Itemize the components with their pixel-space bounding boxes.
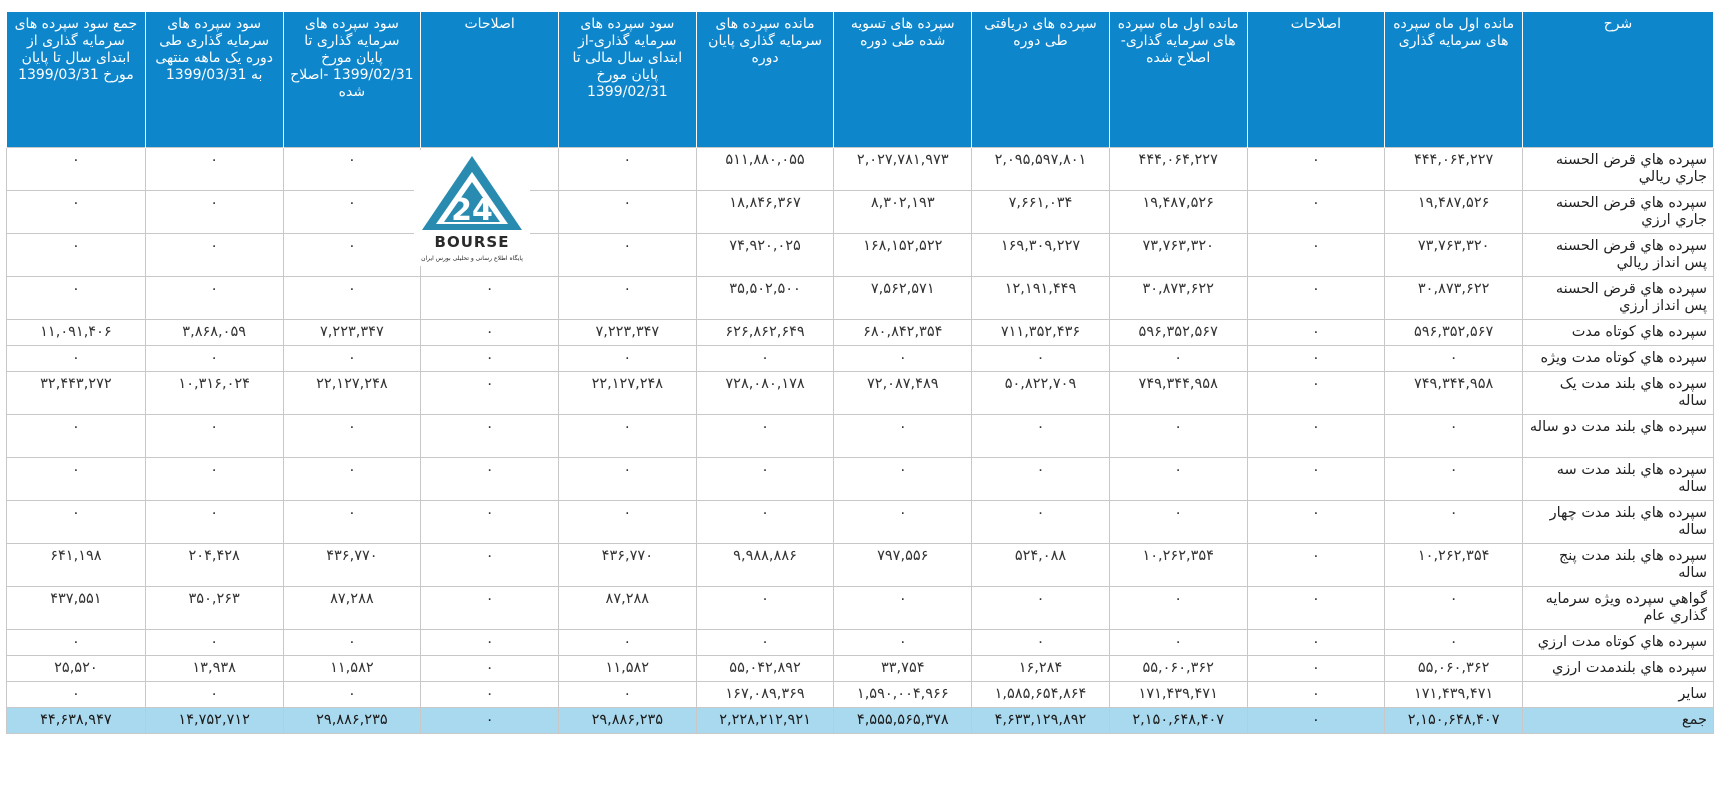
cell-profit-adjusted: ۰: [283, 233, 421, 276]
cell-opening-balance: ۰: [1385, 500, 1523, 543]
cell-closing-balance: ۵۵,۰۴۲,۸۹۲: [696, 655, 834, 681]
cell-profit-adjustments: ۰: [421, 457, 559, 500]
cell-deposits-settled: ۰: [834, 457, 972, 500]
cell-deposits-settled: ۰: [834, 414, 972, 457]
row-description: سپرده هاي قرض الحسنه پس انداز ارزي: [1523, 276, 1714, 319]
cell-profit-adjustments: ۰: [421, 586, 559, 629]
table-row: [7, 371, 1714, 414]
cell-profit-month: ۰: [145, 457, 283, 500]
cell-profit-month: ۳,۸۶۸,۰۵۹: [145, 319, 283, 345]
cell-opening-balance: ۱۹,۴۸۷,۵۲۶: [1385, 190, 1523, 233]
cell-closing-balance: ۱۶۷,۰۸۹,۳۶۹: [696, 681, 834, 707]
cell-opening-balance-adjusted: ۰: [1109, 345, 1247, 371]
table-row: [7, 500, 1714, 543]
cell-profit-month: ۰: [145, 147, 283, 190]
cell-adjustments: ۰: [1247, 707, 1385, 733]
row-description: گواهي سپرده ويژه سرمايه گذاري عام: [1523, 586, 1714, 629]
row-description: سپرده هاي کوتاه مدت ويژه: [1523, 345, 1714, 371]
cell-profit-month: ۰: [145, 233, 283, 276]
cell-opening-balance: ۰: [1385, 586, 1523, 629]
cell-profit-to-date: ۲۹,۸۸۶,۲۳۵: [558, 707, 696, 733]
cell-deposits-received: ۷۱۱,۳۵۲,۴۳۶: [972, 319, 1110, 345]
cell-opening-balance-adjusted: ۰: [1109, 414, 1247, 457]
cell-profit-total: ۱۱,۰۹۱,۴۰۶: [7, 319, 146, 345]
cell-adjustments: ۰: [1247, 233, 1385, 276]
cell-deposits-settled: ۲,۰۲۷,۷۸۱,۹۷۳: [834, 147, 972, 190]
bourse-logo: [414, 150, 530, 266]
cell-deposits-received: ۵۰,۸۲۲,۷۰۹: [972, 371, 1110, 414]
cell-profit-total: ۰: [7, 276, 146, 319]
table-row: [7, 147, 1714, 190]
cell-deposits-settled: ۸,۳۰۲,۱۹۳: [834, 190, 972, 233]
cell-profit-total: ۰: [7, 190, 146, 233]
header-deposits-received: سپرده های دریافتی طی دوره: [972, 12, 1110, 147]
header-profit-adjusted: سود سپرده های سرمایه گذاری تا پایان مورخ 1399/02/31 -اصلاح شده: [283, 12, 421, 147]
cell-closing-balance: ۹,۹۸۸,۸۸۶: [696, 543, 834, 586]
cell-deposits-received: ۷,۶۶۱,۰۳۴: [972, 190, 1110, 233]
cell-closing-balance: ۰: [696, 500, 834, 543]
cell-closing-balance: ۰: [696, 414, 834, 457]
header-adjustments: اصلاحات: [1247, 12, 1385, 147]
cell-deposits-settled: ۳۳,۷۵۴: [834, 655, 972, 681]
cell-opening-balance: ۴۴۴,۰۶۴,۲۲۷: [1385, 147, 1523, 190]
table-body: [7, 147, 1714, 733]
header-profit-adjustments: اصلاحات: [421, 12, 559, 147]
cell-profit-total: ۰: [7, 345, 146, 371]
row-description: سپرده هاي بلند مدت دو ساله: [1523, 414, 1714, 457]
cell-profit-total: ۰: [7, 233, 146, 276]
cell-profit-month: ۰: [145, 345, 283, 371]
cell-closing-balance: ۰: [696, 457, 834, 500]
logo-tagline-text: پایگاه اطلاع رسانی و تحلیلی بورس ایران: [421, 255, 523, 262]
cell-profit-adjustments: ۰: [421, 629, 559, 655]
cell-profit-to-date: ۰: [558, 414, 696, 457]
cell-deposits-received: ۲,۰۹۵,۵۹۷,۸۰۱: [972, 147, 1110, 190]
cell-profit-to-date: ۲۲,۱۲۷,۲۴۸: [558, 371, 696, 414]
cell-adjustments: ۰: [1247, 655, 1385, 681]
cell-profit-adjusted: ۰: [283, 345, 421, 371]
table-row: [7, 276, 1714, 319]
cell-closing-balance: ۶۲۶,۸۶۲,۶۴۹: [696, 319, 834, 345]
cell-opening-balance: ۱۰,۲۶۲,۳۵۴: [1385, 543, 1523, 586]
cell-profit-to-date: ۰: [558, 345, 696, 371]
cell-profit-month: ۰: [145, 276, 283, 319]
cell-profit-to-date: ۰: [558, 233, 696, 276]
cell-deposits-settled: ۱,۵۹۰,۰۰۴,۹۶۶: [834, 681, 972, 707]
cell-deposits-received: ۰: [972, 345, 1110, 371]
row-description: سپرده هاي کوتاه مدت ارزي: [1523, 629, 1714, 655]
cell-profit-to-date: ۰: [558, 681, 696, 707]
cell-profit-adjustments: ۰: [421, 319, 559, 345]
cell-opening-balance-adjusted: ۵۵,۰۶۰,۳۶۲: [1109, 655, 1247, 681]
logo-name-text: BOURSE: [434, 233, 510, 251]
cell-opening-balance-adjusted: ۱۹,۴۸۷,۵۲۶: [1109, 190, 1247, 233]
cell-profit-adjustments: ۰: [421, 500, 559, 543]
cell-profit-month: ۰: [145, 190, 283, 233]
cell-profit-adjusted: ۰: [283, 500, 421, 543]
cell-adjustments: ۰: [1247, 371, 1385, 414]
cell-profit-adjustments: ۰: [421, 543, 559, 586]
cell-profit-adjustments: ۰: [421, 276, 559, 319]
cell-deposits-received: ۴,۶۳۳,۱۲۹,۸۹۲: [972, 707, 1110, 733]
row-description: ساير: [1523, 681, 1714, 707]
cell-profit-adjustments: ۰: [421, 345, 559, 371]
cell-deposits-received: ۰: [972, 457, 1110, 500]
cell-profit-total: ۰: [7, 147, 146, 190]
cell-deposits-settled: ۰: [834, 500, 972, 543]
cell-deposits-settled: ۷۲,۰۸۷,۴۸۹: [834, 371, 972, 414]
cell-adjustments: ۰: [1247, 586, 1385, 629]
row-description: سپرده هاي کوتاه مدت: [1523, 319, 1714, 345]
cell-profit-to-date: ۴۳۶,۷۷۰: [558, 543, 696, 586]
table-row: [7, 345, 1714, 371]
cell-closing-balance: ۵۱۱,۸۸۰,۰۵۵: [696, 147, 834, 190]
row-description: سپرده هاي بلندمدت ارزي: [1523, 655, 1714, 681]
cell-opening-balance: ۰: [1385, 345, 1523, 371]
cell-opening-balance-adjusted: ۴۴۴,۰۶۴,۲۲۷: [1109, 147, 1247, 190]
row-description: سپرده هاي بلند مدت پنج ساله: [1523, 543, 1714, 586]
cell-opening-balance-adjusted: ۲,۱۵۰,۶۴۸,۴۰۷: [1109, 707, 1247, 733]
cell-closing-balance: ۷۴,۹۲۰,۰۲۵: [696, 233, 834, 276]
cell-opening-balance: ۰: [1385, 457, 1523, 500]
cell-profit-to-date: ۸۷,۲۸۸: [558, 586, 696, 629]
cell-profit-to-date: ۷,۲۲۳,۳۴۷: [558, 319, 696, 345]
row-description: سپرده هاي بلند مدت سه ساله: [1523, 457, 1714, 500]
cell-profit-adjusted: ۰: [283, 681, 421, 707]
cell-profit-month: ۰: [145, 414, 283, 457]
table-row: [7, 457, 1714, 500]
cell-profit-adjusted: ۱۱,۵۸۲: [283, 655, 421, 681]
cell-deposits-received: ۱۲,۱۹۱,۴۴۹: [972, 276, 1110, 319]
cell-opening-balance: ۰: [1385, 414, 1523, 457]
cell-adjustments: ۰: [1247, 500, 1385, 543]
header-opening-balance-adjusted: مانده اول ماه سپرده های سرمایه گذاری- اصلاح شده: [1109, 12, 1247, 147]
cell-adjustments: ۰: [1247, 319, 1385, 345]
cell-profit-total: ۶۴۱,۱۹۸: [7, 543, 146, 586]
cell-adjustments: ۰: [1247, 414, 1385, 457]
cell-profit-month: ۱۴,۷۵۲,۷۱۲: [145, 707, 283, 733]
cell-profit-month: ۲۰۴,۴۲۸: [145, 543, 283, 586]
header-profit-to-date: سود سپرده های سرمایه گذاری-از ابتدای سال مالی تا پایان مورخ 1399/02/31: [558, 12, 696, 147]
table-row: [7, 233, 1714, 276]
header-deposits-settled: سپرده های تسویه شده طی دوره: [834, 12, 972, 147]
cell-deposits-settled: ۱۶۸,۱۵۲,۵۲۲: [834, 233, 972, 276]
header-profit-month: سود سپرده های سرمایه گذاری طی دوره یک ماهه منتهی به 1399/03/31: [145, 12, 283, 147]
cell-deposits-received: ۱۶۹,۳۰۹,۲۲۷: [972, 233, 1110, 276]
cell-opening-balance-adjusted: ۱۰,۲۶۲,۳۵۴: [1109, 543, 1247, 586]
cell-profit-adjusted: ۰: [283, 457, 421, 500]
total-row: [7, 707, 1714, 733]
cell-deposits-settled: ۶۸۰,۸۴۲,۳۵۴: [834, 319, 972, 345]
cell-deposits-received: ۰: [972, 586, 1110, 629]
cell-opening-balance-adjusted: ۱۷۱,۴۳۹,۴۷۱: [1109, 681, 1247, 707]
cell-profit-adjustments: ۰: [421, 655, 559, 681]
header-opening-balance: مانده اول ماه سپرده های سرمایه گذاری: [1385, 12, 1523, 147]
table-row: [7, 655, 1714, 681]
cell-adjustments: ۰: [1247, 681, 1385, 707]
cell-profit-adjusted: ۷,۲۲۳,۳۴۷: [283, 319, 421, 345]
cell-deposits-settled: ۷,۵۶۲,۵۷۱: [834, 276, 972, 319]
cell-profit-month: ۰: [145, 629, 283, 655]
cell-profit-month: ۱۳,۹۳۸: [145, 655, 283, 681]
cell-opening-balance-adjusted: ۰: [1109, 500, 1247, 543]
cell-profit-adjusted: ۲۲,۱۲۷,۲۴۸: [283, 371, 421, 414]
cell-profit-to-date: ۰: [558, 190, 696, 233]
cell-opening-balance-adjusted: ۳۰,۸۷۳,۶۲۲: [1109, 276, 1247, 319]
cell-opening-balance-adjusted: ۷۴۹,۳۴۴,۹۵۸: [1109, 371, 1247, 414]
cell-deposits-received: ۱۶,۲۸۴: [972, 655, 1110, 681]
header-profit-total: جمع سود سپرده های سرمایه گذاری از ابتدای سال تا پایان مورخ 1399/03/31: [7, 12, 146, 147]
header-closing-balance: مانده سپرده های سرمایه گذاری پایان دوره: [696, 12, 834, 147]
cell-profit-adjusted: ۸۷,۲۸۸: [283, 586, 421, 629]
cell-opening-balance-adjusted: ۰: [1109, 457, 1247, 500]
table-row: [7, 190, 1714, 233]
cell-deposits-settled: ۷۹۷,۵۵۶: [834, 543, 972, 586]
cell-profit-adjustments: ۰: [421, 414, 559, 457]
cell-closing-balance: ۰: [696, 586, 834, 629]
table-row: [7, 681, 1714, 707]
cell-closing-balance: ۰: [696, 629, 834, 655]
table-row: [7, 543, 1714, 586]
cell-profit-total: ۲۵,۵۲۰: [7, 655, 146, 681]
cell-closing-balance: ۷۲۸,۰۸۰,۱۷۸: [696, 371, 834, 414]
cell-profit-adjusted: ۰: [283, 276, 421, 319]
cell-profit-adjusted: ۰: [283, 629, 421, 655]
cell-opening-balance: ۲,۱۵۰,۶۴۸,۴۰۷: [1385, 707, 1523, 733]
cell-opening-balance-adjusted: ۷۳,۷۶۳,۳۲۰: [1109, 233, 1247, 276]
cell-profit-total: ۳۲,۴۴۳,۲۷۲: [7, 371, 146, 414]
cell-adjustments: ۰: [1247, 457, 1385, 500]
cell-profit-adjusted: ۰: [283, 190, 421, 233]
cell-profit-adjusted: ۰: [283, 414, 421, 457]
cell-closing-balance: ۲,۲۲۸,۲۱۲,۹۲۱: [696, 707, 834, 733]
cell-adjustments: ۰: [1247, 543, 1385, 586]
cell-opening-balance: ۳۰,۸۷۳,۶۲۲: [1385, 276, 1523, 319]
table-row: [7, 629, 1714, 655]
cell-profit-month: ۰: [145, 681, 283, 707]
cell-opening-balance-adjusted: ۵۹۶,۳۵۲,۵۶۷: [1109, 319, 1247, 345]
cell-profit-adjusted: ۰: [283, 147, 421, 190]
cell-opening-balance: ۱۷۱,۴۳۹,۴۷۱: [1385, 681, 1523, 707]
cell-opening-balance: ۰: [1385, 629, 1523, 655]
cell-profit-to-date: ۰: [558, 629, 696, 655]
cell-deposits-received: ۰: [972, 500, 1110, 543]
cell-profit-adjusted: ۴۳۶,۷۷۰: [283, 543, 421, 586]
cell-opening-balance: ۵۹۶,۳۵۲,۵۶۷: [1385, 319, 1523, 345]
cell-deposits-settled: ۴,۵۵۵,۵۶۵,۳۷۸: [834, 707, 972, 733]
cell-deposits-settled: ۰: [834, 586, 972, 629]
cell-closing-balance: ۰: [696, 345, 834, 371]
cell-profit-month: ۳۵۰,۲۶۳: [145, 586, 283, 629]
cell-closing-balance: ۳۵,۵۰۲,۵۰۰: [696, 276, 834, 319]
cell-profit-month: ۱۰,۳۱۶,۰۲۴: [145, 371, 283, 414]
row-description: سپرده هاي بلند مدت يک ساله: [1523, 371, 1714, 414]
cell-opening-balance-adjusted: ۰: [1109, 586, 1247, 629]
cell-profit-adjusted: ۲۹,۸۸۶,۲۳۵: [283, 707, 421, 733]
cell-opening-balance: ۷۳,۷۶۳,۳۲۰: [1385, 233, 1523, 276]
cell-deposits-received: ۰: [972, 629, 1110, 655]
cell-opening-balance-adjusted: ۰: [1109, 629, 1247, 655]
logo-mark-text: 24: [451, 193, 493, 228]
bourse-logo-graphic: [414, 150, 530, 266]
table-row: [7, 586, 1714, 629]
header-row: [7, 12, 1714, 147]
cell-deposits-received: ۵۲۴,۰۸۸: [972, 543, 1110, 586]
cell-profit-month: ۰: [145, 500, 283, 543]
cell-profit-to-date: ۰: [558, 457, 696, 500]
cell-adjustments: ۰: [1247, 345, 1385, 371]
cell-profit-total: ۰: [7, 414, 146, 457]
cell-closing-balance: ۱۸,۸۴۶,۳۶۷: [696, 190, 834, 233]
cell-adjustments: ۰: [1247, 629, 1385, 655]
cell-profit-total: ۰: [7, 629, 146, 655]
row-description: سپرده هاي بلند مدت چهار ساله: [1523, 500, 1714, 543]
cell-profit-total: ۰: [7, 500, 146, 543]
row-description: جمع: [1523, 707, 1714, 733]
cell-adjustments: ۰: [1247, 276, 1385, 319]
cell-profit-total: ۴۴,۶۳۸,۹۴۷: [7, 707, 146, 733]
cell-adjustments: ۰: [1247, 147, 1385, 190]
cell-deposits-settled: ۰: [834, 629, 972, 655]
cell-profit-total: ۰: [7, 457, 146, 500]
cell-opening-balance: ۵۵,۰۶۰,۳۶۲: [1385, 655, 1523, 681]
row-description: سپرده هاي قرض الحسنه جاري ارزي: [1523, 190, 1714, 233]
cell-profit-to-date: ۰: [558, 276, 696, 319]
cell-profit-total: ۰: [7, 681, 146, 707]
cell-profit-adjustments: ۰: [421, 707, 559, 733]
table-row: [7, 319, 1714, 345]
cell-profit-to-date: ۱۱,۵۸۲: [558, 655, 696, 681]
cell-deposits-settled: ۰: [834, 345, 972, 371]
cell-opening-balance: ۷۴۹,۳۴۴,۹۵۸: [1385, 371, 1523, 414]
row-description: سپرده هاي قرض الحسنه پس انداز ريالي: [1523, 233, 1714, 276]
cell-adjustments: ۰: [1247, 190, 1385, 233]
investment-deposits-table: [6, 12, 1714, 734]
cell-profit-to-date: ۰: [558, 500, 696, 543]
table-row: [7, 414, 1714, 457]
cell-profit-total: ۴۳۷,۵۵۱: [7, 586, 146, 629]
cell-profit-adjustments: ۰: [421, 681, 559, 707]
row-description: سپرده هاي قرض الحسنه جاري ريالي: [1523, 147, 1714, 190]
cell-deposits-received: ۱,۵۸۵,۶۵۴,۸۶۴: [972, 681, 1110, 707]
cell-profit-adjustments: ۰: [421, 371, 559, 414]
cell-deposits-received: ۰: [972, 414, 1110, 457]
header-description: شرح: [1523, 12, 1714, 147]
cell-profit-to-date: ۰: [558, 147, 696, 190]
